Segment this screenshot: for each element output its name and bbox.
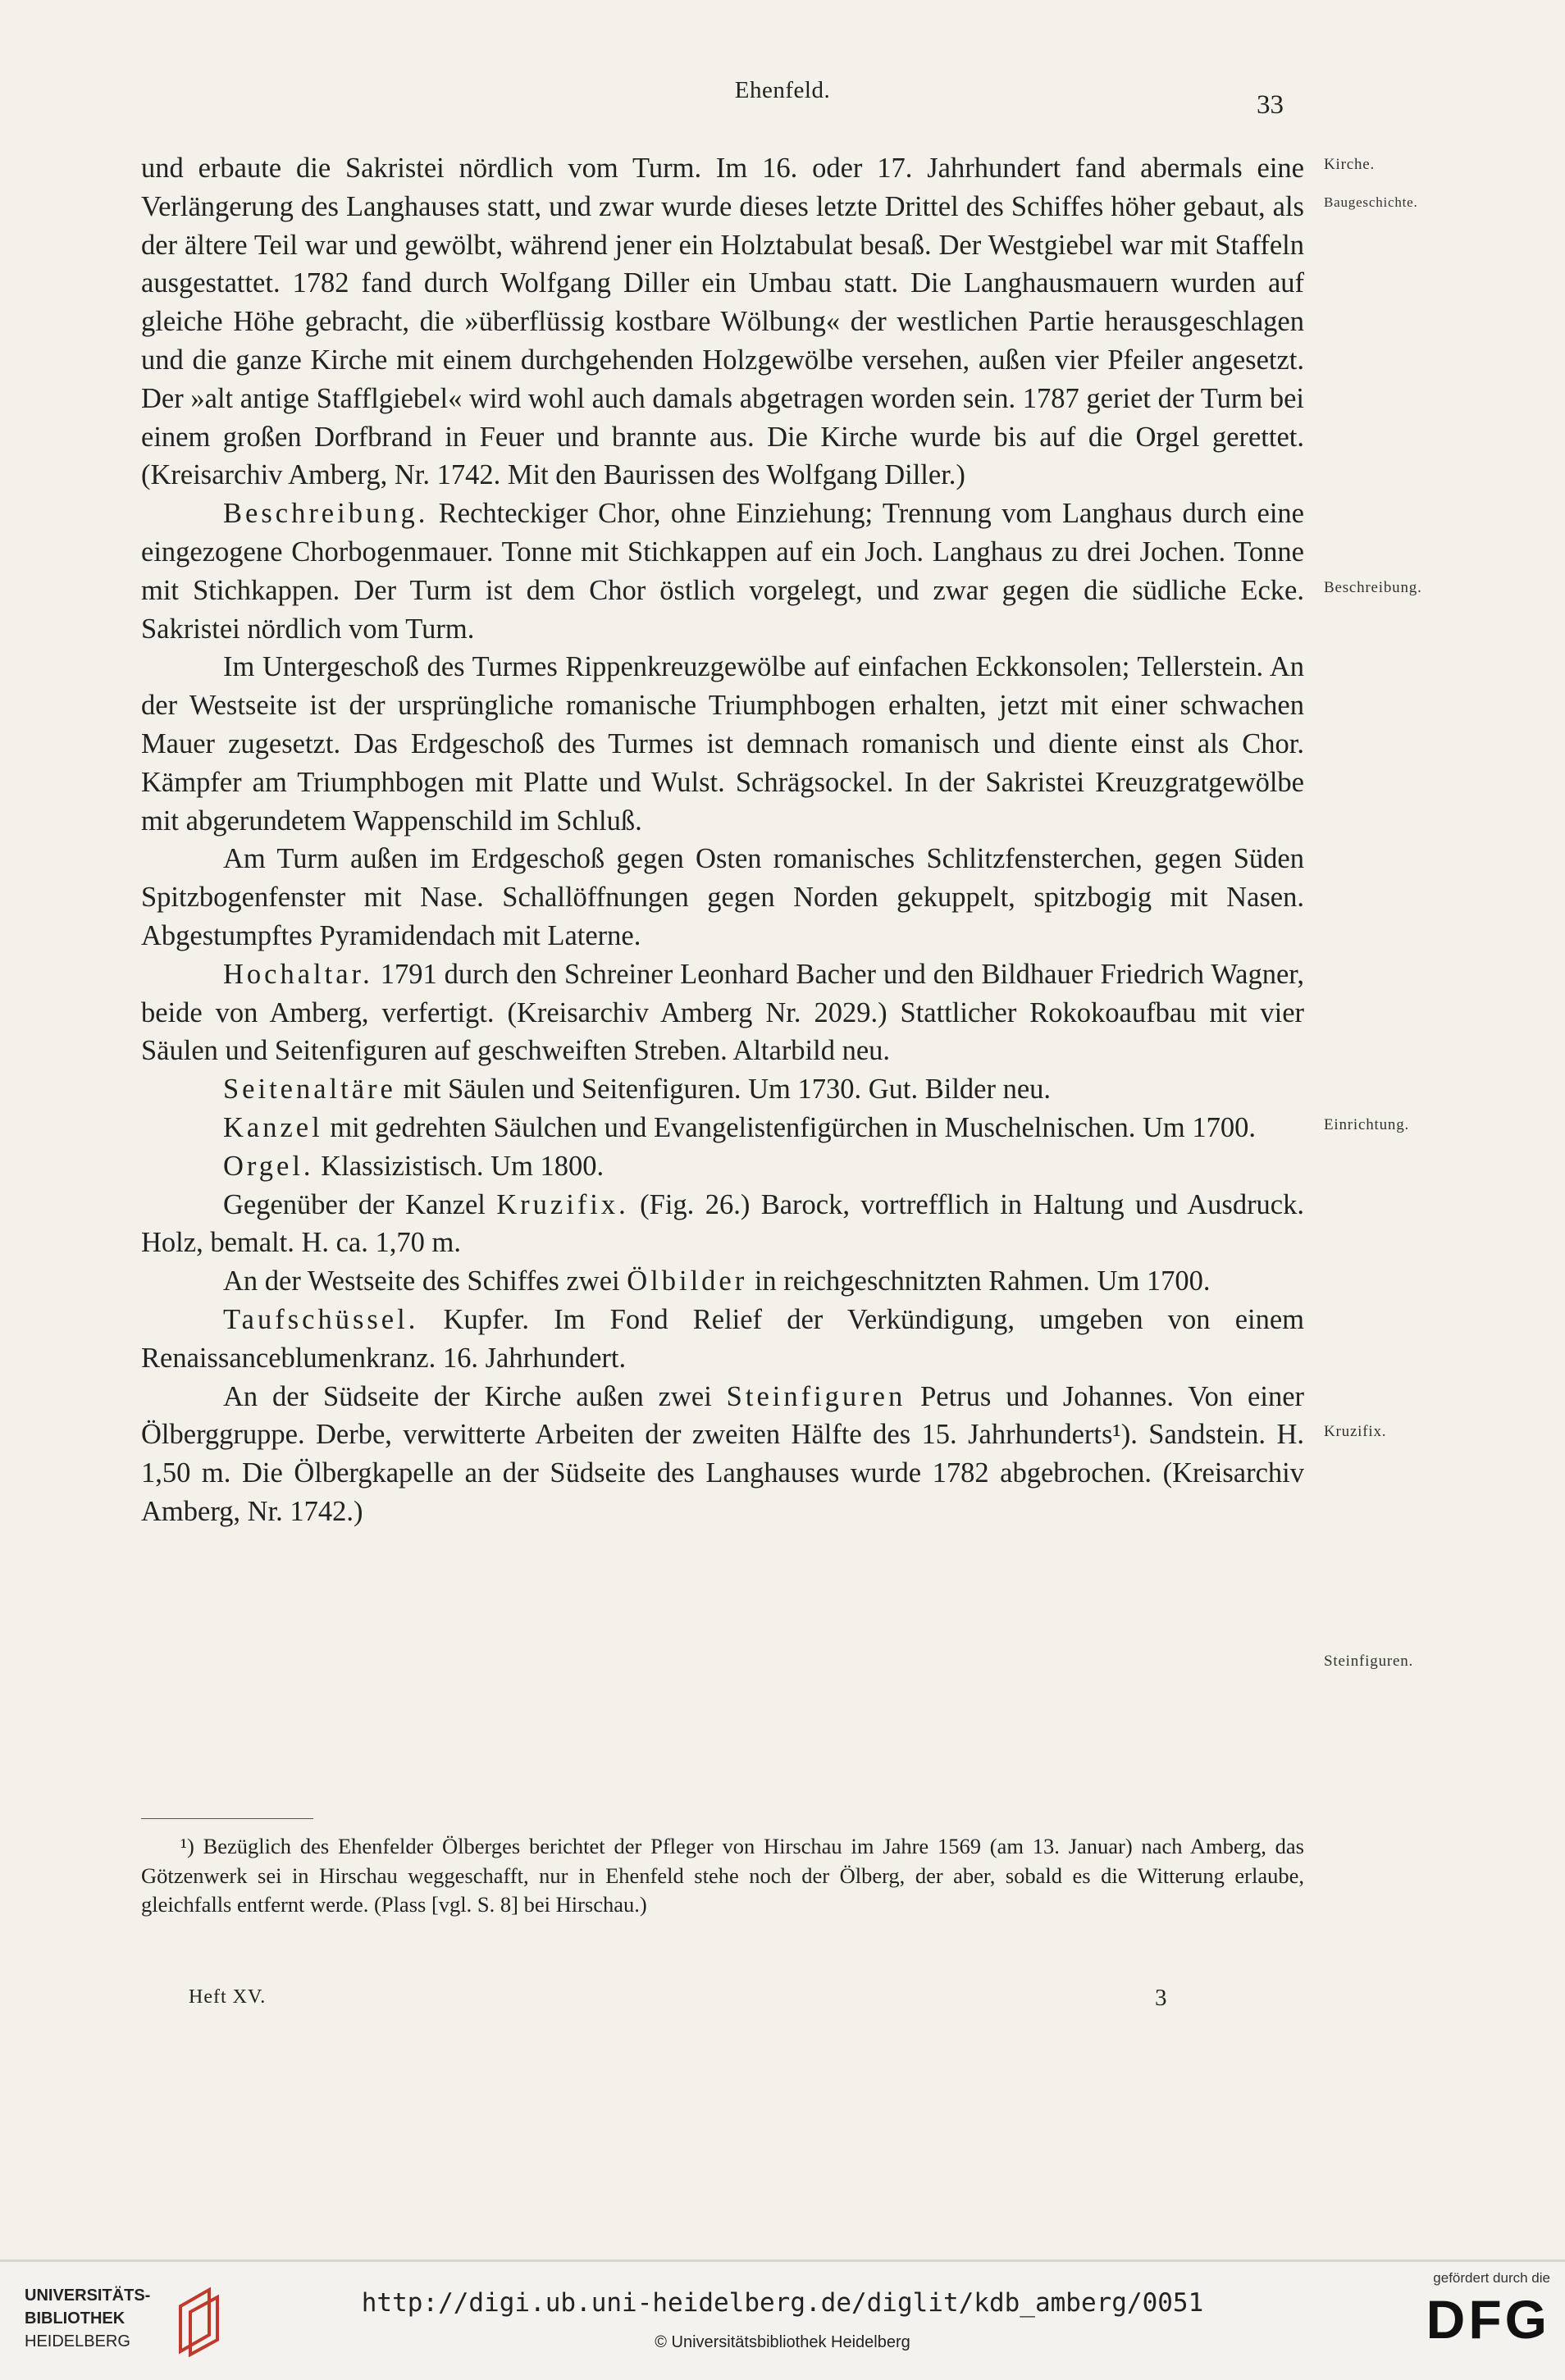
paragraph: Im Untergeschoß des Turmes Rippenkreuzgewölbe auf einfachen Eckkonsolen; Tellerstein. An der Westseite ist der ursprüngliche romanische Triumphbogen erhalten, jetzt mit einer schwachen Mauer zugesetzt. Das Erdgeschoß des Turmes ist demnach romanisch und diente einst als Chor. Kämpfer am Triumphbogen mit Platte und Wulst. Schrägsockel. In der Sakristei Kreuzgratgewölbe mit abgerundetem Wappenschild im Schluß. <box>141 651 1304 837</box>
copyright-notice: © Universitätsbibliothek Heidelberg <box>655 2333 910 2351</box>
paragraph: Seitenaltäre mit Säulen und Seitenfiguren. Um 1730. Gut. Bilder neu. <box>223 1074 1052 1106</box>
paragraph: An der Südseite der Kirche außen zwei Steinfiguren Petrus und Johannes. Von einer Ölberggruppe. Derbe, verwitterte Arbeiten der zweiten Hälfte des 15. Jahrhunderts¹). Sandstein. H. 1,50 m. Die Ölbergkapelle an der Südseite des Langhauses wurde 1782 abgebrochen. (Kreisarchiv Amberg, Nr. 1742.) <box>141 1380 1304 1527</box>
margin-note: Beschreibung. <box>1324 579 1422 596</box>
paragraph: Orgel. Klassizistisch. Um 1800. <box>223 1150 605 1182</box>
page-number: 33 <box>1257 90 1284 120</box>
paragraph: und erbaute die Sakristei nördlich vom Turm. Im 16. oder 17. Jahrhundert fand abermals eine Verlängerung des Langhauses statt, und zwar wurde dieses letzte Drittel des Schiffes höher gebaut, als der ältere Teil war und gewölbt, während jener ein Holztabulat besaß. Der Westgiebel war mit Staffeln ausgestattet. 1782 fand durch Wolfgang Diller ein Umbau statt. Die Langhausmauern wurden auf gleiche Höhe gebracht, die »überflüssig kostbare Wölbung« der westlichen Partie herausgeschlagen und die ganze Kirche mit einem durchgehenden Holzgewölbe versehen, außen vier Pfeiler angesetzt. Der »alt antige Stafflgiebel« wird wohl auch damals abgetragen worden sein. 1787 geriet der Turm bei einem großen Dorfbrand in Feuer und brannte aus. Die Kirche wurde bis auf die Orgel gerettet. (Kreisarchiv Amberg, Nr. 1742. Mit den Baurissen des Wolfgang Diller.) <box>141 153 1304 491</box>
paragraph: Hochaltar. 1791 durch den Schreiner Leonhard Bacher und den Bildhauer Friedrich Wagner, beide von Amberg, verfertigt. (Kreisarchiv Amberg Nr. 2029.) Stattlicher Rokokoaufbau mit vier Säulen und Seitenfiguren auf geschweiften Streben. Altarbild neu. <box>141 958 1304 1067</box>
margin-note: Einrichtung. <box>1324 1116 1410 1133</box>
sheet-number: 3 <box>1155 1985 1167 2011</box>
paragraph: Am Turm außen im Erdgeschoß gegen Osten romanisches Schlitzfensterchen, gegen Süden Spitzbogenfenster mit Nase. Schallöffnungen gegen Norden gekuppelt, spitzbogig mit Nasen. Abgestumpftes Pyramidendach mit Laterne. <box>141 843 1304 951</box>
running-head: Ehenfeld. <box>734 77 831 103</box>
permalink-url[interactable]: http://digi.ub.uni-heidelberg.de/diglit/kdb_amberg/0051 <box>361 2288 1204 2318</box>
margin-note: Kruzifix. <box>1324 1423 1387 1440</box>
footer-divider <box>0 2259 1565 2262</box>
footnote: ¹) Bezüglich des Ehenfelder Ölberges berichtet der Pfleger von Hirschau im Jahre 1569 (am 13. Januar) nach Amberg, das Götzenwerk sei in Hirschau weggeschafft, nur in Ehenfeld stehe noch der Ölberg, der aber, sobald es die Witterung erlaube, gleichfalls entfernt werde. (Plass [vgl. S. 8] bei Hirschau.) <box>141 1834 1304 1917</box>
signature-mark: Heft XV. <box>189 1986 267 2008</box>
funder-caption: gefördert durch die <box>1433 2270 1550 2286</box>
paragraph: Taufschüssel. Kupfer. Im Fond Relief der Verkündigung, umgeben von einem Renaissanceblumenkranz. 16. Jahrhundert. <box>141 1303 1304 1374</box>
paragraph: Gegenüber der Kanzel Kruzifix. (Fig. 26.) Barock, vortrefflich in Haltung und Ausdruck. Holz, bemalt. H. ca. 1,70 m. <box>141 1188 1304 1259</box>
library-name: UNIVERSITÄTS- BIBLIOTHEK HEIDELBERG <box>25 2287 151 2350</box>
margin-note: Kirche. <box>1324 156 1376 173</box>
footnote-rule <box>141 1818 313 1819</box>
funder-logo[interactable] <box>1386 2270 1550 2352</box>
margin-note: Baugeschichte. <box>1324 194 1418 210</box>
paragraph: Kanzel mit gedrehten Säulchen und Evangelistenfigürchen in Muschelnischen. Um 1700. <box>223 1111 1256 1143</box>
dfg-logo-text: DFG <box>1426 2289 1550 2350</box>
paragraph: An der Westseite des Schiffes zwei Ölbilder in reichgeschnitzten Rahmen. Um 1700. <box>223 1265 1211 1297</box>
body-text <box>141 149 1304 1531</box>
margin-note: Steinfiguren. <box>1324 1653 1414 1670</box>
paragraph: Beschreibung. Rechteckiger Chor, ohne Einziehung; Trennung vom Langhaus durch eine eingezogene Chorbogenmauer. Tonne mit Stichkappen auf ein Joch. Langhaus zu drei Jochen. Tonne mit Stichkappen. Der Turm ist dem Chor östlich vorgelegt, und zwar gegen die südliche Ecke. Sakristei nördlich vom Turm. <box>141 498 1304 645</box>
